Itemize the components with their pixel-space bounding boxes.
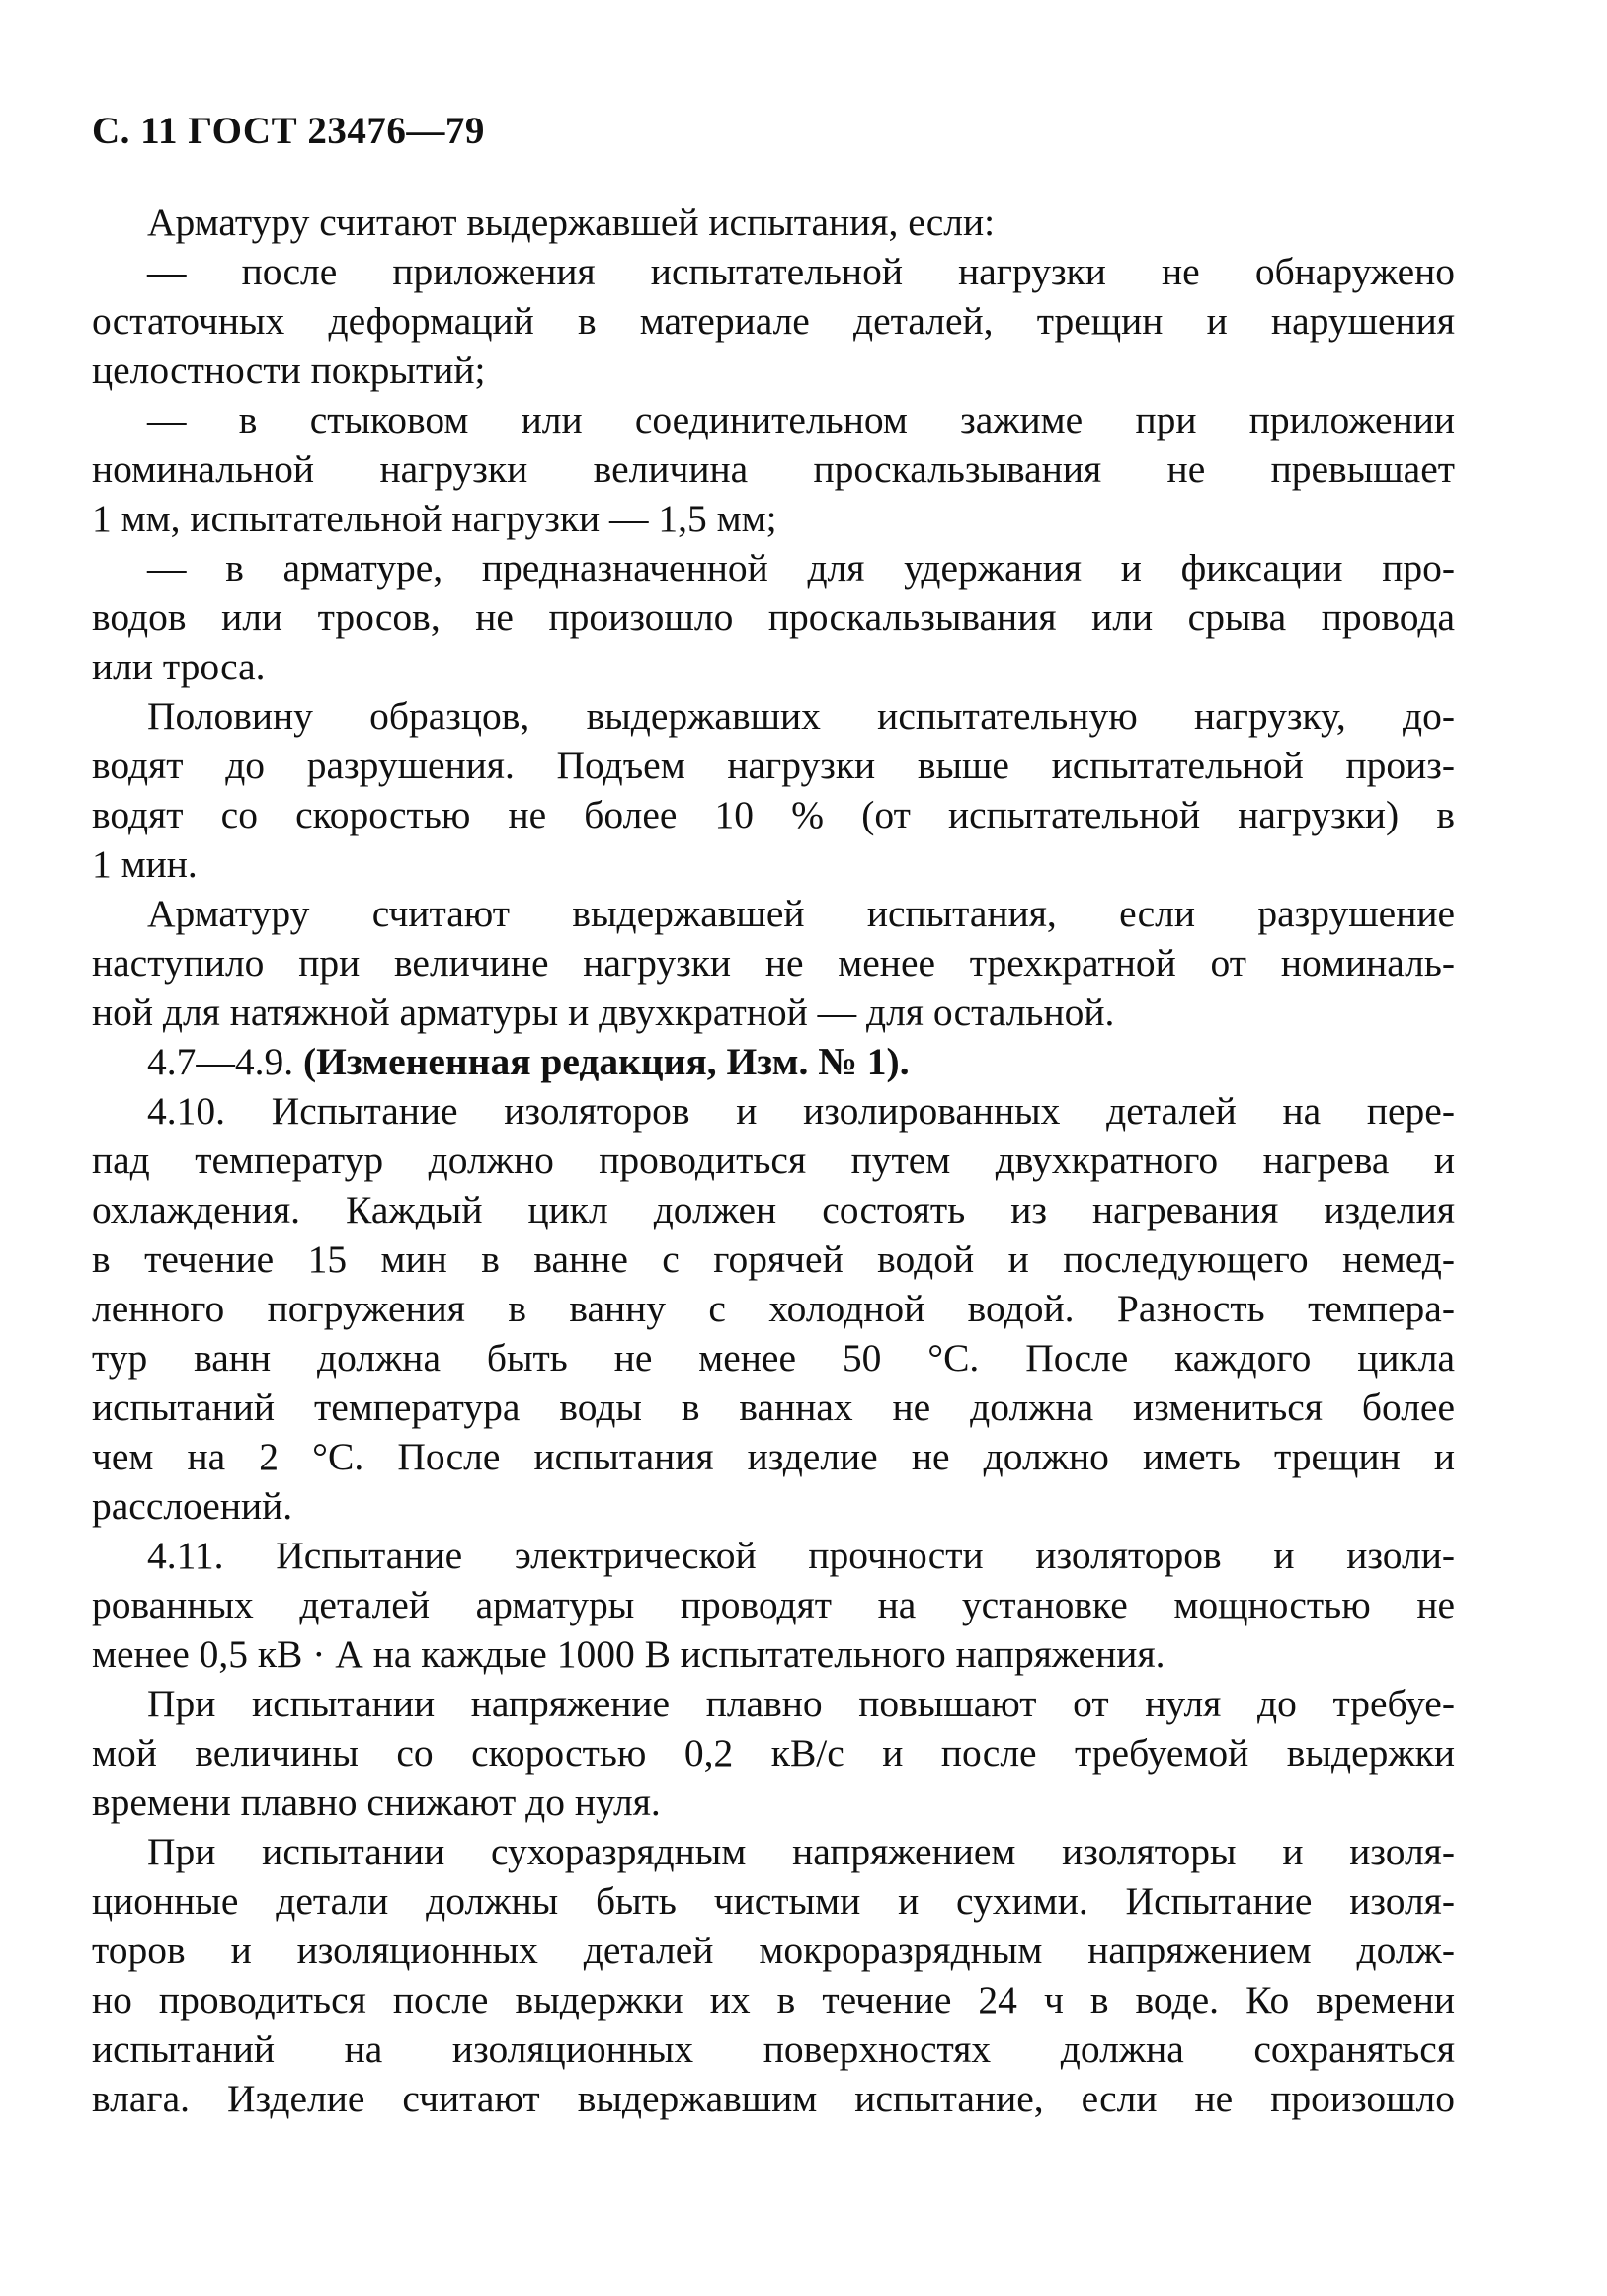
text-line: наступило при величине нагрузки не менее трехкратной от номиналь- [92, 941, 1455, 985]
page-header: С. 11 ГОСТ 23476—79 [92, 110, 485, 152]
text-line: водов или тросов, не произошло проскальзывания или срыва провода [92, 595, 1455, 639]
text-line: расслоений. [92, 1484, 293, 1528]
text-line: ционные детали должны быть чистыми и сухими. Испытание изоля- [92, 1879, 1455, 1923]
text-line: При испытании напряжение плавно повышают от нуля до требуе- [147, 1682, 1455, 1725]
text-line: — в арматуре, предназначенной для удержания и фиксации про- [147, 546, 1455, 590]
text-line: тур ванн должна быть не менее 50 °С. После каждого цикла [92, 1336, 1455, 1380]
text-line: номинальной нагрузки величина проскальзывания не превышает [92, 447, 1455, 491]
document-page [92, 107, 1455, 2123]
text-line: водят со скоростью не более 10 % (от испытательной нагрузки) в [92, 793, 1455, 836]
text-line: 1 мин. [92, 842, 198, 886]
text-line: остаточных деформаций в материале деталей, трещин и нарушения [92, 299, 1455, 343]
section-number: 4.7—4.9. [147, 1040, 303, 1083]
text-line: Арматуру считают выдержавшей испытания, если: [147, 200, 996, 244]
text-line: — после приложения испытательной нагрузки не обнаружено [147, 250, 1455, 293]
text-line: охлаждения. Каждый цикл должен состоять из нагревания изделия [92, 1188, 1455, 1231]
text-line: ленного погружения в ванну с холодной водой. Разность темпера- [92, 1287, 1455, 1330]
text-line: При испытании сухоразрядным напряжением изоляторы и изоля- [147, 1830, 1455, 1873]
text-line: но проводиться после выдержки их в течение 24 ч в воде. Ко времени [92, 1978, 1455, 2021]
text-line: пад температур должно проводиться путем двухкратного нагрева и [92, 1139, 1455, 1182]
text-line: или троса. [92, 645, 266, 688]
text-line: рованных деталей арматуры проводят на установке мощностью не [92, 1583, 1455, 1626]
text-line: торов и изоляционных деталей мокроразрядным напряжением долж- [92, 1929, 1455, 1972]
text-line: Арматуру считают выдержавшей испытания, если разрушение [147, 892, 1455, 935]
text-line: ной для натяжной арматуры и двухкратной — для остальной. [92, 990, 1115, 1034]
text-line: испытаний на изоляционных поверхностях должна сохраняться [92, 2027, 1455, 2071]
text-line: в течение 15 мин в ванне с горячей водой и последующего немед- [92, 1237, 1455, 1281]
text-line: 4.10. Испытание изоляторов и изолированных деталей на пере- [147, 1089, 1455, 1133]
amendment-note: (Измененная редакция, Изм. № 1). [303, 1040, 910, 1083]
amendment-line [92, 1037, 1455, 1086]
text-line: менее 0,5 кВ · А на каждые 1000 В испытательного напряжения. [92, 1632, 1165, 1676]
text-line: 1 мм, испытательной нагрузки — 1,5 мм; [92, 497, 777, 540]
text-line: времени плавно снижают до нуля. [92, 1781, 661, 1824]
text-line: водят до разрушения. Подъем нагрузки выше испытательной произ- [92, 744, 1455, 787]
body-text [92, 198, 1455, 2123]
text-line: Половину образцов, выдержавших испытательную нагрузку, до- [147, 694, 1455, 738]
text-line: испытаний температура воды в ваннах не должна измениться более [92, 1386, 1455, 1429]
text-line: — в стыковом или соединительном зажиме при приложении [147, 398, 1455, 441]
text-line: чем на 2 °С. После испытания изделие не должно иметь трещин и [92, 1435, 1455, 1478]
text-line: целостности покрытий; [92, 349, 486, 392]
text-line: влага. Изделие считают выдержавшим испытание, если не произошло [92, 2077, 1455, 2120]
text-line: мой величины со скоростью 0,2 кВ/с и после требуемой выдержки [92, 1731, 1455, 1775]
text-line: 4.11. Испытание электрической прочности изоляторов и изоли- [147, 1534, 1455, 1577]
